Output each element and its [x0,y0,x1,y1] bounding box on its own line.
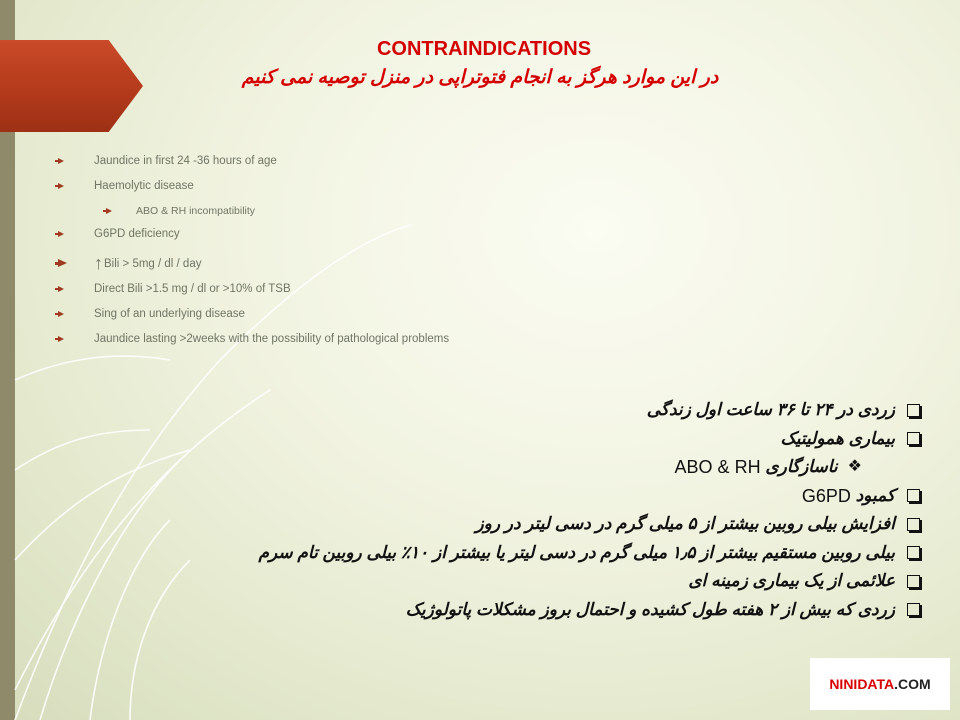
slide-title: CONTRAINDICATIONS [376,38,592,60]
list-item: بیلی روبین مستقیم بیشتر از ۱٫۵ میلی گرم در دسی لیتر یا بیشتر از ۱۰٪ بیلی روبین تام سرم [80,539,920,568]
list-item: کمبود G6PD [80,482,920,511]
slide-subtitle-persian: در این موارد هرگز به انجام فتوتراپی در منزل توصیه نمی کنیم [241,67,719,88]
checkbox-bullet-icon [907,546,920,559]
list-item: افزایش بیلی روبین بیشتر از ۵ میلی گرم در دسی لیتر در روز [80,510,920,539]
list-item: Jaundice in first 24 -36 hours of age [58,150,578,175]
arrow-bullet-icon [58,158,64,164]
list-subitem: ABO & RH incompatibility [58,200,578,223]
arrow-bullet-icon [58,311,64,317]
checkbox-bullet-icon [907,489,920,502]
checkbox-bullet-icon [907,432,920,445]
list-item: G6PD deficiency [58,223,578,248]
list-item: بیماری همولیتیک [80,425,920,454]
watermark-logo: NINIDATA .COM [810,658,950,710]
persian-bullet-list [80,396,920,624]
arrow-bullet-icon [58,336,64,342]
list-subitem: ❖ ناسازگاری ABO & RH [80,453,920,482]
list-item: Direct Bili >1.5 mg / dl or >10% of TSB [58,278,578,303]
list-item: زردی که بیش از ۲ هفته طول کشیده و احتمال بروز مشکلات پاتولوژیک [80,596,920,625]
list-item: Jaundice lasting >2weeks with the possibility of pathological problems [58,328,578,353]
checkbox-bullet-icon [907,603,920,616]
arrow-bullet-icon [58,259,67,267]
checkbox-bullet-icon [907,518,920,531]
arrow-bullet-icon [58,183,64,189]
arrow-bullet-icon [106,208,112,214]
arrow-bullet-icon [58,231,64,237]
checkbox-bullet-icon [907,575,920,588]
arrow-bullet-icon [58,286,64,292]
english-bullet-list [58,150,578,353]
checkbox-bullet-icon [907,404,920,417]
list-item: علائمی از یک بیماری زمینه ای [80,567,920,596]
list-item: ↑Bili > 5mg / dl / day [58,248,578,278]
up-arrow-icon: ↑ [94,253,103,273]
diamond-bullet-icon: ❖ [847,458,862,476]
list-item: زردی در ۲۴ تا ۳۶ ساعت اول زندگی [80,396,920,425]
list-item: Sing of an underlying disease [58,303,578,328]
list-item: Haemolytic disease [58,175,578,200]
